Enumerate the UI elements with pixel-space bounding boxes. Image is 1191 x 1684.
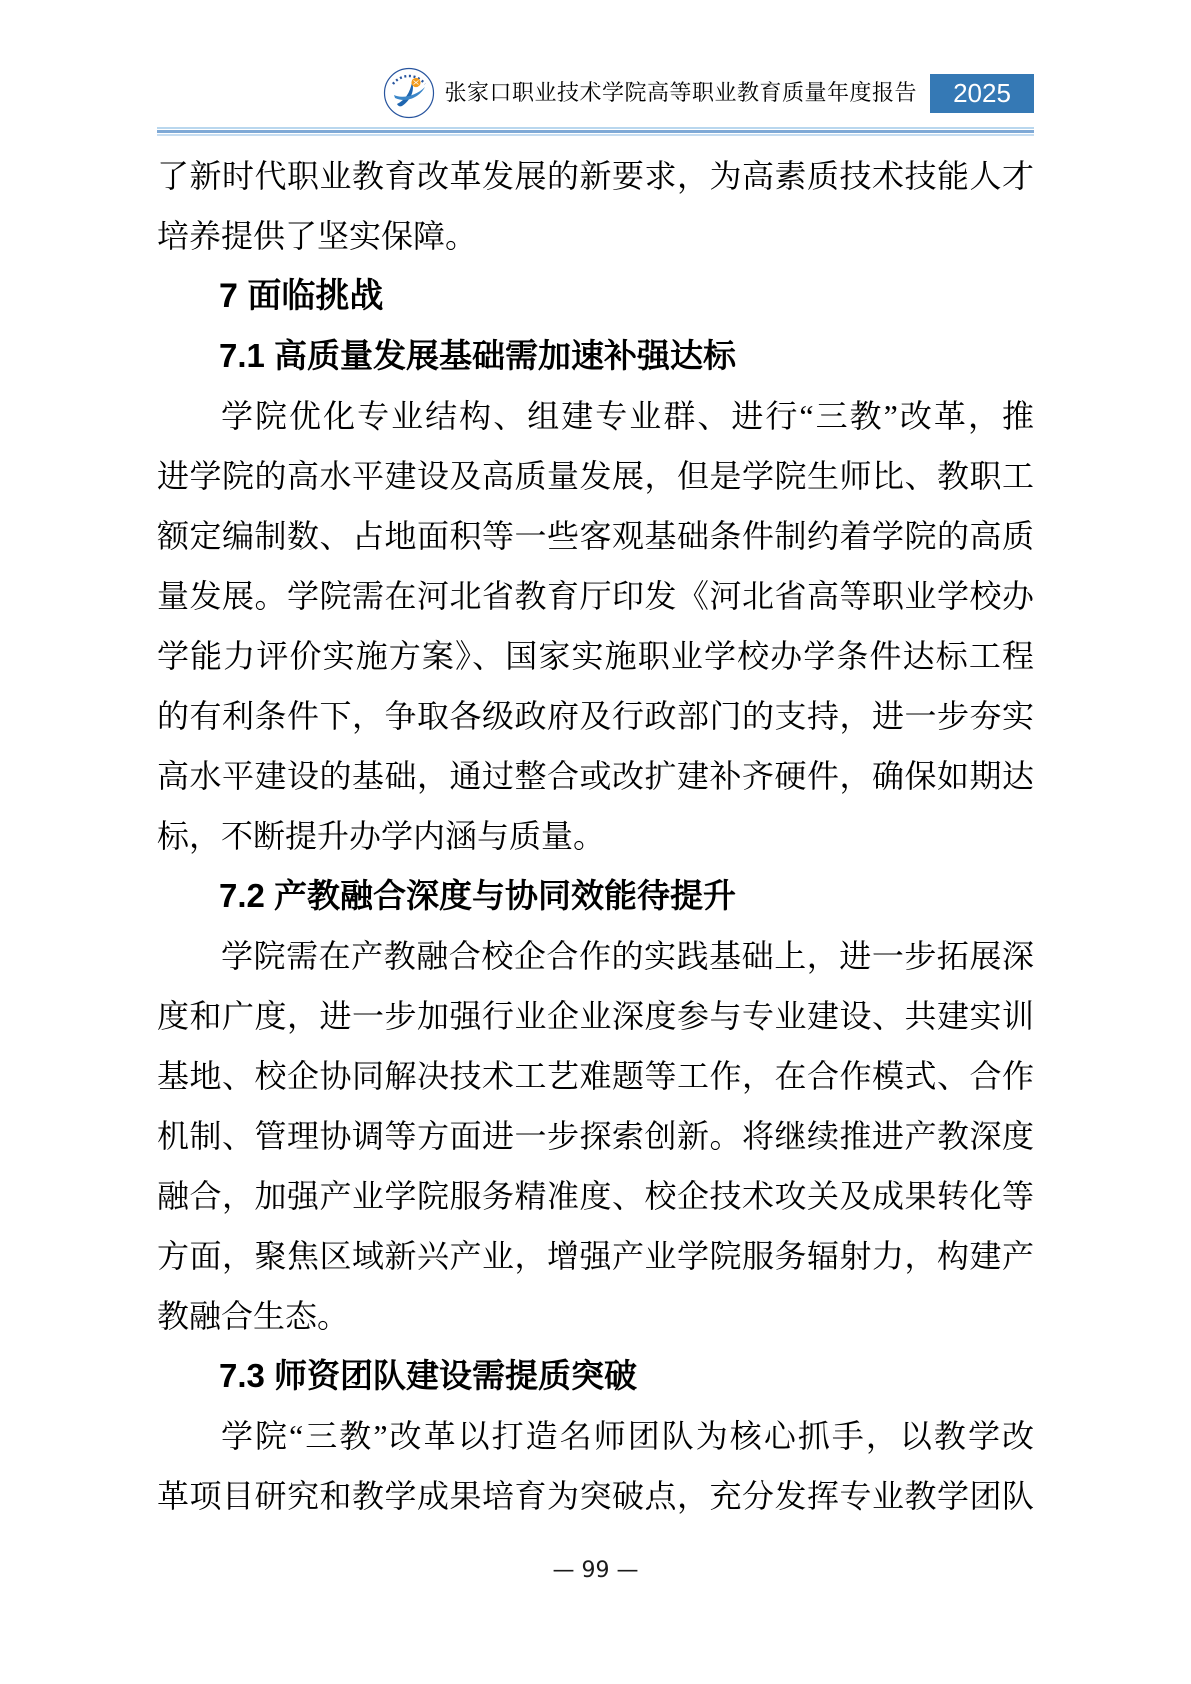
body-line: 学院“三教”改革以打造名师团队为核心抓手，以教学改 — [221, 1418, 1034, 1454]
page-number: — 99 — — [552, 1558, 639, 1583]
body-line: 融合，加强产业学院服务精准度、校企技术攻关及成果转化等 — [157, 1178, 1034, 1214]
body-line: 高水平建设的基础，通过整合或改扩建补齐硬件，确保如期达 — [157, 758, 1034, 794]
page-footer — [0, 1558, 1191, 1583]
body-line: 度和广度，进一步加强行业企业深度参与专业建设、共建实训 — [157, 998, 1034, 1034]
body-line: 进学院的高水平建设及高质量发展，但是学院生师比、教职工 — [157, 458, 1034, 494]
body-line: 了新时代职业教育改革发展的新要求，为高素质技术技能人才 — [157, 158, 1034, 194]
body-line: 培养提供了坚实保障。 — [157, 218, 478, 254]
section-heading: 7 面临挑战 — [219, 277, 384, 315]
subsection-heading: 7.1 高质量发展基础需加速补强达标 — [219, 337, 737, 374]
body-line: 机制、管理协调等方面进一步探索创新。将继续推进产教深度 — [157, 1118, 1034, 1154]
body-line: 教融合生态。 — [157, 1298, 350, 1334]
body-line: 革项目研究和教学成果培育为突破点，充分发挥专业教学团队 — [157, 1478, 1034, 1514]
body-line: 基地、校企协同解决技术工艺难题等工作，在合作模式、合作 — [157, 1058, 1034, 1094]
college-logo-icon — [383, 67, 435, 119]
body-line: 学能力评价实施方案》、国家实施职业学校办学条件达标工程 — [157, 638, 1034, 674]
subsection-heading: 7.2 产教融合深度与协同效能待提升 — [219, 877, 737, 914]
body-line: 的有利条件下，争取各级政府及行政部门的支持，进一步夯实 — [157, 698, 1034, 734]
body-line: 量发展。学院需在河北省教育厅印发《河北省高等职业学校办 — [157, 578, 1034, 614]
body-line: 方面，聚焦区域新兴产业，增强产业学院服务辐射力，构建产 — [157, 1238, 1034, 1274]
body-line: 学院优化专业结构、组建专业群、进行“三教”改革，推 — [221, 398, 1034, 434]
header-rule — [157, 127, 1034, 136]
page-header — [157, 62, 1034, 124]
body-line: 标，不断提升办学内涵与质量。 — [157, 818, 606, 854]
subsection-heading: 7.3 师资团队建设需提质突破 — [219, 1357, 638, 1394]
body-line: 额定编制数、占地面积等一些客观基础条件制约着学院的高质 — [157, 518, 1034, 554]
header-title: 张家口职业技术学院高等职业教育质量年度报告 — [444, 80, 917, 105]
year-badge: 2025 — [930, 74, 1034, 113]
document-body — [157, 146, 1034, 1526]
body-line: 学院需在产教融合校企合作的实践基础上，进一步拓展深 — [221, 938, 1034, 974]
